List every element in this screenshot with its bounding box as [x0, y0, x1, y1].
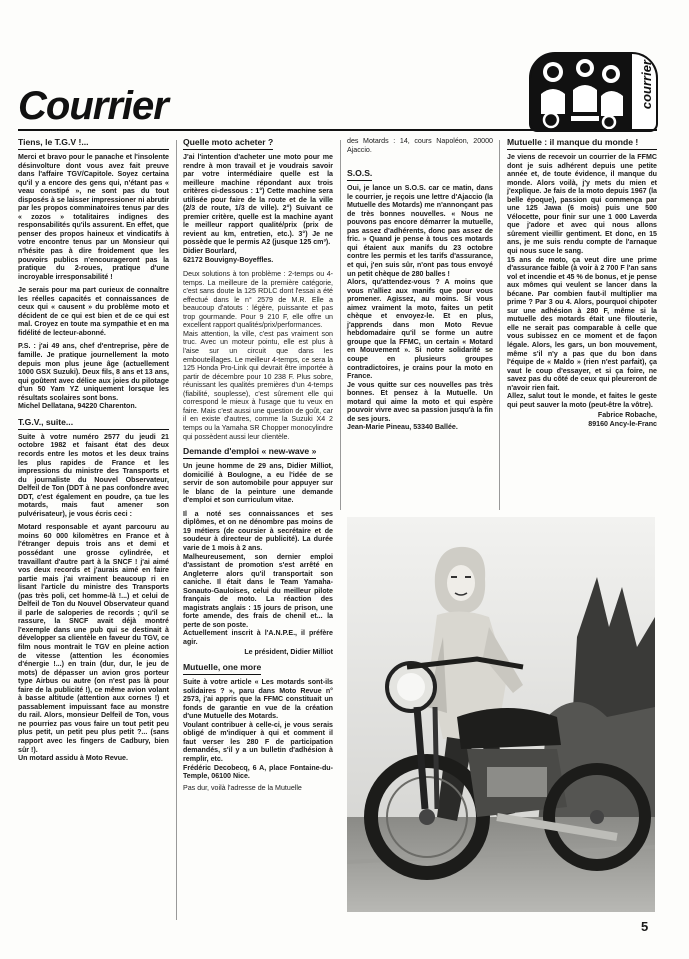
letter-signature: Jean-Marie Pineau, 53340 Ballée. — [347, 423, 458, 432]
column-4 — [507, 137, 657, 429]
motorcyclists-illustration — [531, 54, 631, 130]
woman-on-motorcycle-image — [347, 517, 655, 912]
letter-signature: Fabrice Robache, 89160 Ancy-le-Franc — [588, 411, 657, 428]
section-title: Courrier — [18, 84, 168, 128]
letter-text: Un jeune homme de 29 ans, Didier Milliot, domicilié à Boulogne, a eu l'idée de se servir de son automobile pour appuyer sur le blanc de la peinture une demande d'emploi et son curriculum vitae. — [183, 462, 333, 505]
logo-tab-label: courrier — [639, 60, 654, 110]
letter-heading: Tiens, le T.G.V !... — [18, 137, 169, 150]
letter-text: Merci et bravo pour le panache et l'insolente désinvolture dont vous avez fait preuve dans l'affaire TGV/Capitole. Soyez certaina qu'il y a encore des gens qui, n'étant pas « veau constipé », ne sont pas du tout disposés à se laisser impressioner ni abrutir par les propos comminatoires tenus par des « zozos » totalitaires indignes des responsabilités qu'ils assurent. En effet, que penser des propos haineux et vindicatifs à votre encontre tenus par un Monsieur qui n'hésite pas à dire froidement que les pouvoirs publics n'encourageront pas la pratique du 2-roues, pratique d'une incroyable irresponsabilité ! — [18, 153, 169, 281]
page-number: 5 — [641, 919, 649, 934]
letter-signature: Michel Dellatana, 94220 Charenton. — [18, 402, 137, 411]
letter-heading: T.G.V., suite... — [18, 417, 169, 430]
editor-reply: Pas dur, voilà l'adresse de la Mutuelle — [183, 783, 302, 792]
courrier-logo — [529, 52, 658, 132]
motorcycle-photo — [347, 517, 655, 912]
column-3 — [347, 137, 493, 438]
letter-text: P.S. : j'ai 49 ans, chef d'entreprise, père de famille. Je pratique journellement la moto depuis mon plus jeune âge (actuellement 1000 GSX Suzuki). Deux fils, 8 ans et 13 ans, qui goûtent avec délice aux joies du pilotage d'un 50 Yam YZ uniquement lorsque les résultats scolaires sont bons. — [18, 342, 169, 402]
letter-text: J'ai l'intention d'acheter une moto pour me rendre à mon travail et je voudrais savoir par votre intermédiaire quelle est la meilleure machine répondant aux trois critères ci-dessous : 1°) Cette machine sera utilisée pour faire de la route et de la ville (2/3 de route, 1/3 de ville). 2°) Suivant ce premier critère, quelle est la machine ayant le meilleur rapport qualité/prix (prix de revient au km, entretien, etc.). 3°) Je ne possède que le permis A2 (jusque 125 cm³). — [183, 153, 333, 247]
top-rule — [18, 129, 657, 131]
letter-text: Je viens de recevoir un courrier de la FFMC dont je suis adhérent depuis une petite année et, de toute évidence, il manque du monde. Alors voilà, j'y mets du mien et j'explique. Je fais de la moto depuis 1967 (la belle époque), passion qui commença par une 125 Jawa (6 mois) puis une 500 Vélocette, pour finir sur une 1 000 Laverda que j'adore et avec qui nous allons sûrement vieillir gentiment. Et donc, en 15 ans, je me suis rendu compte de l'arnaque qui nous suce le sang. 15 ans de moto, ça veut dire une prime d'assurance faible (à voir à 2 700 F l'an sans vol et incendie et 45 % de bonus, et je pense aux mômes qui veulent se lancer dans la bécane. Par combien faut-il multiplier ma prime ? Par 3 ou 4. Alors, pourquoi chipoter sur une adhésion à 280 F, même si la mutuelle des motards était une filouterie, elle ne serait pas comparable à celle que vous subissez en ce moment et de façon légale. Alors, les gars, un bon mouvement, même s'il n'y a pas que du bon dans l'équipe de « Maldo » (rien n'est parfait), ça vaut le coup d'essayer, et si ça foire, ne savez pas du côté de ceux qui pleureront de n'avoir rien fait. Allez, salut tout le monde, et faites le geste qui peut sauver la moto (peut-être la vôtre). — [507, 153, 657, 409]
letter-text: Il a noté ses connaissances et ses diplômes, et on ne dénombre pas moins de 19 métiers (de coursier à secrétaire et de soudeur à directeur de publicité). La durée varie de 1 mois à 2 ans. Malheureusement, son dernier emploi d'assistant de promotion s'est arrêté en Angleterre alors qu'il transportait son caniche. Il était dans le Team Yamaha-Sonauto-Gauloises, celui du meilleur pilote français de moto. La réaction des magistrats anglais : 15 jours de prison, une forte amende, des frais de chenil et... la perte de son poste. Actuellement inscrit à l'A.N.P.E., il préfère agir. — [183, 509, 333, 646]
letter-heading: Mutuelle, one more — [183, 662, 261, 675]
logo-tab — [630, 54, 656, 130]
column-2 — [183, 137, 333, 797]
letter-heading: Mutuelle : il manque du monde ! — [507, 137, 657, 150]
letter-text: Je serais pour ma part curieux de connaître les réelles capacités et connaissances de ceux qui « causent » du problème moto et décident de ce qui est bien et de ce qui est mal. Croyez en toute ma sympathie et en ma fidélité de lecteur-abonné. — [18, 286, 169, 337]
column-divider — [499, 140, 500, 510]
letter-text: Suite à votre numéro 2577 du jeudi 21 octobre 1982 et faisant état des deux records entre les motos et les deux trains les plus rapides de France et les impressions du ministre des Transports et du journaliste du Nouvel Observateur, Delfeil de Ton (DDT à ne pas confondre avec DDT, c'est également en poudre, ça tue les motards, mais faut amener son pulvérisateur), je vous écris ceci : — [18, 432, 169, 518]
editor-reply: des Motards : 14, cours Napoléon, 20000 Ajaccio. — [347, 137, 493, 154]
letter-signature: Un motard assidu à Moto Revue. — [18, 754, 128, 763]
column-divider — [176, 140, 177, 920]
letter-heading: Demande d'emploi « new-wave » — [183, 446, 316, 459]
letter-text: Motard responsable et ayant parcouru au moins 60 000 kilomètres en France et à l'étranger depuis trois ans et demi et possédant une grosse cylindrée, et travaillant d'autre part à la SNCF ! j'ai aimé vos deux records et j'aurais aimé en faire partie mais j'ai vraiment beaucoup ri en lisant l'article du ministre des Transports (pas très poli, cet homme-là !...) et celui de Delfeil de Ton du Nouvel Observateur quand il parle de saloperies de records ; qu'il se rassure, la SNCF avait déjà montré l'exemple dans une pub qui se destinait à développer sa clientèle en faveur du TGV, ce film nous montrait le TGV en pleine action de vitesse (attention les économies d'énergie !...) en train (dur, dur, le jeu de mots) de dépasser un avion gros porteur type Airbus ou autre (on n'est pas là pour faire de la publicité !), ce même avion volant à basse altitude (attention aux cornes !) et passablement impuissant face au monstre du rail. Alors, monsieur Delfeil de Ton, vous ne pourriez pas vous faire un tout petit peu plus petit, un petit peu plus petit ?... (sans rapport avec les fingers de Cadbury, bien sûr !). — [18, 523, 169, 754]
letter-signature: Didier Bourlard, 62172 Bouvigny-Boyeffles. — [183, 247, 274, 264]
letter-text: Suite à votre article « Les motards sont-ils solidaires ? », paru dans Moto Revue n° 2573, j'ai appris que la FFMC constituait un fonds de garantie en vue de la création d'une Mutuelle des Motards. Voulant contribuer à celle-ci, je vous serais obligé de m'indiquer à qui et comment il faut verser les 280 F de participation demandés, s'il y a un bulletin d'adhésion à remplir, etc. — [183, 678, 333, 763]
letter-text: Oui, je lance un S.O.S. car ce matin, dans le courrier, je reçois une lettre d'Ajaccio (la Mutuelle des Motards) me n'annonçant pas de très bonnes nouvelles. « Nous ne pouvons pas encore démarrer la mutuelle, pas assez d'adhérents, donc pas assez de fric. » Quand je pense à tous ces motards qui étaient aux manifs du 23 octobre contre les permis et les tarifs d'assurance, et qui, j'en suis sûr, n'ont pas tous envoyé un petit chèque de 280 balles ! Alors, qu'attendez-vous ? A moins que vous n'alliez aux manifs que pour vous promener. Agissez, au moins. Si vous aimez vraiment la moto, faites un petit chèque et envoyez-le. Et en plus, j'apprends dans mon Moto Revue hebdomadaire qu'il se forme un autre groupe que la FFMC, un certain « Motard en Mouvement ». Si notre solidarité se coupe en plusieurs groupes contradictoires, je crains pour la moto en France. Je vous quitte sur ces nouvelles pas très bonnes. Et pensez à la Mutuelle. Un motard qui aime la moto et qui espère pouvoir vivre avec sa passion jusqu'à la fin de ses jours. — [347, 184, 493, 423]
letter-heading: Quelle moto acheter ? — [183, 137, 273, 150]
letter-signature: Le président, Didier Milliot — [244, 647, 333, 656]
column-divider — [340, 140, 341, 510]
letter-heading: S.O.S. — [347, 168, 372, 181]
column-1 — [18, 137, 169, 769]
letter-signature: Frédéric Decobecq, 6 A, place Fontaine-du-Temple, 06100 Nice. — [183, 763, 333, 781]
editor-reply: Deux solutions à ton problème : 2-temps ou 4-temps. La meilleure de la première catégorie, c'est sans doute la 125 RDLC dont l'essai a été effectué dans le n° 2579 de M.R. Elle a beaucoup d'atouts : légère, puissante et pas trop gourmande. Pour 9 210 F, elle offre un excellent rapport qualités/prix/performances. Mais attention, la ville, c'est pas vraiment son truc. Avec un moteur pointu, elle est plus à l'aise sur un circuit que dans les embouteillages. Le meilleur 4-temps, ce sera la 125 Honda Pro-Link qui devrait être importée à partir de décembre pour 10 238 F. Plus sobre, réunissant les qualités premières d'un 4-temps (fiabilité, souplesse), c'est sûrement elle qui correspond le mieux à l'usage que tu veux en faire. Mais c'est aussi une question de goût, car il en existe d'autres, comme la Suzuki X4 2 temps ou la Yamaha SR Chopper monocylindre qui possèdent aussi leur clientèle. — [183, 270, 333, 441]
